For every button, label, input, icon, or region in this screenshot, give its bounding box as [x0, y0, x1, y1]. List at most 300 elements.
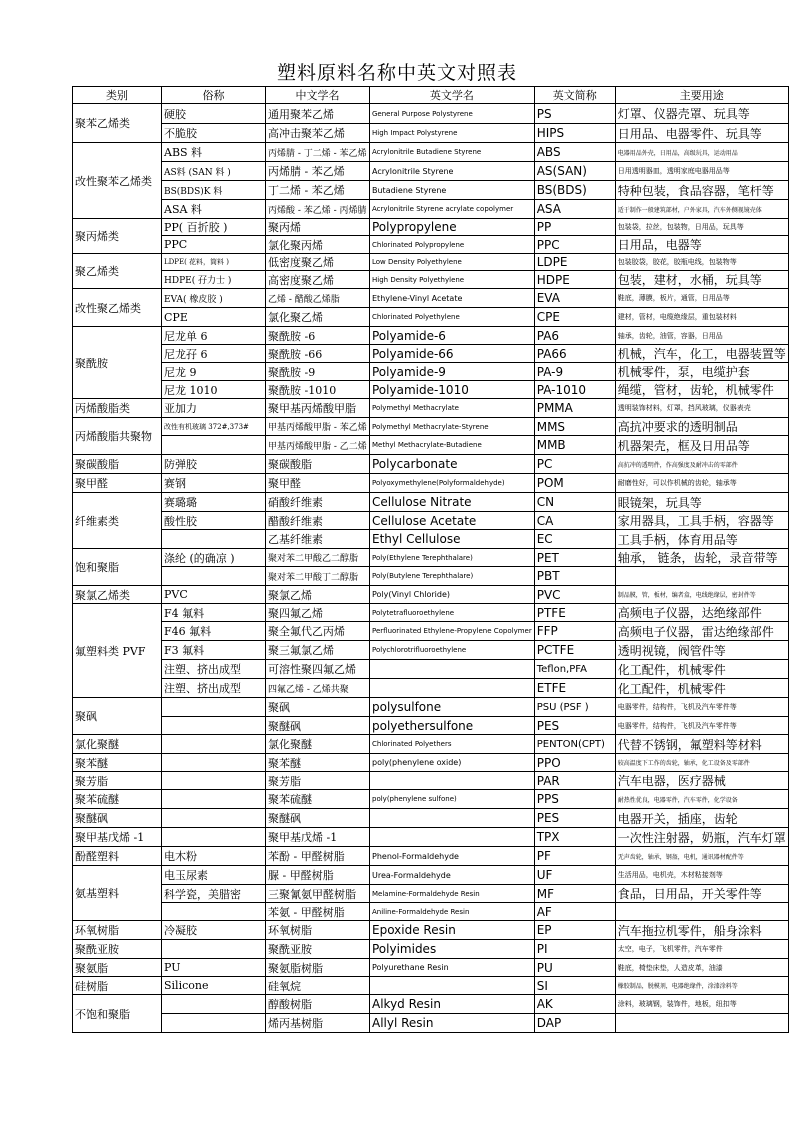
english-name-cell: High Impact Polystyrene [370, 124, 535, 143]
common-name-cell: Silicone [162, 977, 266, 995]
chinese-name-cell: 聚甲基丙烯酸甲脂 [266, 399, 370, 418]
abbr-cell-pes: PES [534, 809, 615, 828]
table-row [73, 754, 789, 772]
abbr-cell-pps: PPS [534, 790, 615, 809]
common-name-cell [162, 940, 266, 959]
english-name-cell: Chlorinated Polyethers [370, 735, 535, 754]
table-row [73, 735, 789, 754]
abbr-cell-hdpe: HDPE [534, 271, 615, 289]
main-use-cell: 化工配件，机械零件 [615, 679, 788, 698]
common-name-cell: 电玉尿素 [162, 866, 266, 885]
english-name-cell: General Purpose Polystyrene [370, 104, 535, 124]
main-use-cell: 轴承，齿轮，油管，容器，日用品 [615, 327, 788, 345]
table-row [73, 903, 789, 921]
common-name-cell: ABS 料 [162, 143, 266, 162]
main-use-cell: 较高温度下工作的齿轮，轴承，化工设备及零部件 [615, 754, 788, 772]
english-name-cell: Epoxide Resin [370, 921, 535, 940]
main-use-cell: 耐磨性好，可以作机械的齿轮，轴承等 [615, 474, 788, 493]
common-name-cell: 赛钢 [162, 474, 266, 493]
common-name-cell [162, 717, 266, 735]
english-name-cell: Poly(Ethylene Terephthalare) [370, 549, 535, 567]
table-row [73, 474, 789, 493]
chinese-name-cell: 烯丙基树脂 [266, 1014, 370, 1033]
abbr-cell-pu: PU [534, 959, 615, 977]
abbr-cell-dap: DAP [534, 1014, 615, 1033]
english-name-cell: poly(phenylene sulfone) [370, 790, 535, 809]
category-cell: 氟塑料类 PVF [73, 604, 162, 698]
chinese-name-cell: 丙烯腈 - 苯乙烯 [266, 162, 370, 181]
main-use-cell: 制品膜，管，板材，编者盒，电线绝缘层，密封件等 [615, 586, 788, 604]
abbr-cell-ec: EC [534, 530, 615, 549]
header-main-use: 主要用途 [615, 87, 788, 104]
main-use-cell: 包装，建材，水桶，玩具等 [615, 271, 788, 289]
category-cell: 丙烯酸脂类 [73, 399, 162, 418]
english-name-cell: Chlorinated Polyethylene [370, 308, 535, 327]
category-cell: 聚醚砜 [73, 809, 162, 828]
common-name-cell [162, 903, 266, 921]
abbr-cell-tpx: TPX [534, 828, 615, 847]
chinese-name-cell: 苯酚 - 甲醛树脂 [266, 847, 370, 866]
table-row [73, 959, 789, 977]
common-name-cell: F3 氟料 [162, 641, 266, 660]
common-name-cell: HDPE( 孖力士 ) [162, 271, 266, 289]
common-name-cell: 尼龙单 6 [162, 327, 266, 345]
common-name-cell [162, 754, 266, 772]
header-abbreviation: 英文简称 [534, 87, 615, 104]
common-name-cell [162, 530, 266, 549]
table-row [73, 921, 789, 940]
abbr-cell-uf: UF [534, 866, 615, 885]
table-row [73, 995, 789, 1014]
main-use-cell: 日用品、电器零件、玩具等 [615, 124, 788, 143]
chinese-name-cell: 乙烯 - 醋酸乙烯脂 [266, 289, 370, 308]
english-name-cell [370, 828, 535, 847]
main-use-cell: 耐热性优良，电器零件，汽车零件，化学设备 [615, 790, 788, 809]
abbr-cell-eva: EVA [534, 289, 615, 308]
main-use-cell: 一次性注射器，奶瓶，汽车灯罩 [615, 828, 788, 847]
main-use-cell: 机器架壳，框及日用品等 [615, 436, 788, 455]
english-name-cell [370, 679, 535, 698]
abbr-cell-mf: MF [534, 885, 615, 903]
common-name-cell: PVC [162, 586, 266, 604]
abbr-cell-pp: PP [534, 219, 615, 236]
main-use-cell: 建材，管材，电缆绝缘层，重包装材料 [615, 308, 788, 327]
category-cell: 丙烯酸脂共聚物 [73, 418, 162, 455]
english-name-cell: Aniline-Formaldehyde Resin [370, 903, 535, 921]
common-name-cell: 硬胶 [162, 104, 266, 124]
main-use-cell: 工具手柄，体育用品等 [615, 530, 788, 549]
english-name-cell: High Density Polyethylene [370, 271, 535, 289]
common-name-cell: PP( 百折胶 ) [162, 219, 266, 236]
main-use-cell: 食品，日用品，开关零件等 [615, 885, 788, 903]
main-use-cell: 轴承， 链条，齿轮，录音带等 [615, 549, 788, 567]
table-row [73, 236, 789, 254]
common-name-cell: 赛璐璐 [162, 493, 266, 512]
chinese-name-cell: 氯化聚醚 [266, 735, 370, 754]
table-row [73, 418, 789, 436]
chinese-name-cell: 高密度聚乙烯 [266, 271, 370, 289]
abbr-cell-ldpe: LDPE [534, 254, 615, 271]
abbr-cell-ak: AK [534, 995, 615, 1014]
abbr-cell-teflon-pfa: Teflon,PFA [534, 660, 615, 679]
abbr-cell-si: SI [534, 977, 615, 995]
chinese-name-cell: 聚芳脂 [266, 772, 370, 790]
english-name-cell: Polymethyl Methacrylate-Styrene [370, 418, 535, 436]
chinese-name-cell: 低密度聚乙烯 [266, 254, 370, 271]
table-row [73, 698, 789, 717]
main-use-cell: 电器零件，结构件，飞机及汽车零件等 [615, 717, 788, 735]
category-cell: 聚乙烯类 [73, 254, 162, 289]
english-name-cell: Polychlorotrifluoroethylene [370, 641, 535, 660]
main-use-cell: 太空，电子，飞机零件，汽车零件 [615, 940, 788, 959]
common-name-cell: 改性有机玻璃 372#,373# [162, 418, 266, 436]
table-row [73, 327, 789, 345]
english-name-cell: Cellulose Acetate [370, 512, 535, 530]
common-name-cell [162, 436, 266, 455]
table-row [73, 399, 789, 418]
abbr-cell-af: AF [534, 903, 615, 921]
plastics-table [72, 86, 789, 1033]
common-name-cell: ASA 料 [162, 200, 266, 219]
category-cell: 酚醛塑料 [73, 847, 162, 866]
page-title: 塑料原料名称中英文对照表 [276, 62, 517, 84]
english-name-cell: poly(phenylene oxide) [370, 754, 535, 772]
abbr-cell-abs: ABS [534, 143, 615, 162]
main-use-cell [615, 903, 788, 921]
chinese-name-cell: 聚苯醚 [266, 754, 370, 772]
table-row [73, 104, 789, 124]
english-name-cell: polyethersulfone [370, 717, 535, 735]
abbr-cell-pa6: PA6 [534, 327, 615, 345]
common-name-cell: BS(BDS)K 料 [162, 181, 266, 200]
english-name-cell: Butadiene Styrene [370, 181, 535, 200]
chinese-name-cell: 聚酰胺 -6 [266, 327, 370, 345]
category-cell: 聚苯硫醚 [73, 790, 162, 809]
english-name-cell: Polytetrafluoroethylene [370, 604, 535, 622]
abbr-cell-cn: CN [534, 493, 615, 512]
main-use-cell: 灯罩、仪器壳罩、玩具等 [615, 104, 788, 124]
common-name-cell [162, 995, 266, 1014]
chinese-name-cell: 脲 - 甲醛树脂 [266, 866, 370, 885]
header-chinese-name: 中文学名 [266, 87, 370, 104]
category-cell: 饱和聚脂 [73, 549, 162, 586]
abbr-cell-pf: PF [534, 847, 615, 866]
common-name-cell: 注塑、挤出成型 [162, 660, 266, 679]
english-name-cell: Polymethyl Methacrylate [370, 399, 535, 418]
english-name-cell: Melamine-Formaldehyde Resin [370, 885, 535, 903]
table-row [73, 308, 789, 327]
table-row [73, 622, 789, 641]
main-use-cell: 日用透明器皿，透明家庭电器用品等 [615, 162, 788, 181]
main-use-cell: 鞋底，薄膜，板片，通管，日用品等 [615, 289, 788, 308]
abbr-cell-ps: PS [534, 104, 615, 124]
english-name-cell: Polyamide-6 [370, 327, 535, 345]
common-name-cell [162, 567, 266, 586]
main-use-cell: 鞋底，椅垫床垫，人造皮革，油漆 [615, 959, 788, 977]
chinese-name-cell: 三聚氰氨甲醛树脂 [266, 885, 370, 903]
table-row [73, 679, 789, 698]
category-cell: 氨基塑料 [73, 866, 162, 921]
table-row [73, 660, 789, 679]
english-name-cell: Acrylonitrile Butadiene Styrene [370, 143, 535, 162]
table-row [73, 530, 789, 549]
table-row [73, 219, 789, 236]
abbr-cell-etfe: ETFE [534, 679, 615, 698]
common-name-cell: 尼龙 1010 [162, 381, 266, 399]
common-name-cell [162, 1014, 266, 1033]
abbr-cell-pa-1010: PA-1010 [534, 381, 615, 399]
table-row [73, 254, 789, 271]
table-row [73, 1014, 789, 1033]
english-name-cell: Methyl Methacrylate-Butadiene [370, 436, 535, 455]
english-name-cell: Ethyl Cellulose [370, 530, 535, 549]
english-name-cell: Polyamide-66 [370, 345, 535, 363]
header-common-name: 俗称 [162, 87, 266, 104]
table-row [73, 493, 789, 512]
main-use-cell: 机械，汽车，化工，电器装置等 [615, 345, 788, 363]
main-use-cell: 化工配件，机械零件 [615, 660, 788, 679]
category-cell: 聚砜 [73, 698, 162, 735]
main-use-cell: 代替不锈钢，氟塑料等材料 [615, 735, 788, 754]
english-name-cell [370, 809, 535, 828]
main-use-cell: 高频电子仪器，达绝缘部件 [615, 604, 788, 622]
chinese-name-cell: 聚酰亚胺 [266, 940, 370, 959]
common-name-cell: 冷凝胶 [162, 921, 266, 940]
chinese-name-cell: 聚氨脂树脂 [266, 959, 370, 977]
english-name-cell: Polyamide-1010 [370, 381, 535, 399]
chinese-name-cell: 氯化聚丙烯 [266, 236, 370, 254]
abbr-cell-pa-9: PA-9 [534, 363, 615, 381]
chinese-name-cell: 聚甲基戊烯 -1 [266, 828, 370, 847]
chinese-name-cell: 聚四氟乙烯 [266, 604, 370, 622]
main-use-cell: 高抗冲的透明件，作高强度及耐冲击的零部件 [615, 455, 788, 474]
chinese-name-cell: 聚全氟代乙丙烯 [266, 622, 370, 641]
main-use-cell: 生活用品，电机壳，木材粘接剂等 [615, 866, 788, 885]
main-use-cell: 眼镜架，玩具等 [615, 493, 788, 512]
common-name-cell [162, 809, 266, 828]
english-name-cell: Polyamide-9 [370, 363, 535, 381]
chinese-name-cell: 环氧树脂 [266, 921, 370, 940]
category-cell: 硅树脂 [73, 977, 162, 995]
abbr-cell-pctfe: PCTFE [534, 641, 615, 660]
english-name-cell: Poly(Vinyl Chloride) [370, 586, 535, 604]
main-use-cell: 高频电子仪器，雷达绝缘部件 [615, 622, 788, 641]
table-row [73, 381, 789, 399]
table-row [73, 866, 789, 885]
table-row [73, 345, 789, 363]
category-cell: 聚氨脂 [73, 959, 162, 977]
main-use-cell: 特种包装，食品容器，笔杆等 [615, 181, 788, 200]
english-name-cell [370, 977, 535, 995]
table-row [73, 363, 789, 381]
english-name-cell: Phenol-Formaldehyde [370, 847, 535, 866]
english-name-cell: Polyurethane Resin [370, 959, 535, 977]
common-name-cell: F4 氟料 [162, 604, 266, 622]
common-name-cell: 涤纶 (的确凉 ) [162, 549, 266, 567]
table-row [73, 181, 789, 200]
table-body [73, 104, 789, 1033]
main-use-cell: 电器用品外壳，日用品，高级玩具，运动用品 [615, 143, 788, 162]
category-cell: 聚丙烯类 [73, 219, 162, 254]
table-row [73, 940, 789, 959]
table-row [73, 549, 789, 567]
chinese-name-cell: 聚氯乙烯 [266, 586, 370, 604]
table-row [73, 604, 789, 622]
table-row [73, 143, 789, 162]
main-use-cell: 电器零件，结构件，飞机及汽车零件等 [615, 698, 788, 717]
english-name-cell: Poly(Butylene Terephthalare) [370, 567, 535, 586]
table-row [73, 828, 789, 847]
abbr-cell-ppc: PPC [534, 236, 615, 254]
english-name-cell: Acrylonitrile Styrene acrylate copolymer [370, 200, 535, 219]
abbr-cell-as-san: AS(SAN) [534, 162, 615, 181]
chinese-name-cell: 甲基丙烯酸甲脂 - 苯乙烯 [266, 418, 370, 436]
common-name-cell: AS料 (SAN 料 ) [162, 162, 266, 181]
abbr-cell-ffp: FFP [534, 622, 615, 641]
chinese-name-cell: 聚酰胺 -66 [266, 345, 370, 363]
chinese-name-cell: 甲基丙烯酸甲脂 - 乙二烯 [266, 436, 370, 455]
main-use-cell: 包装袋，拉丝，包装物，日用品，玩具等 [615, 219, 788, 236]
main-use-cell: 绳缆，管材，齿轮，机械零件 [615, 381, 788, 399]
category-cell: 纤维素类 [73, 493, 162, 549]
abbr-cell-pa66: PA66 [534, 345, 615, 363]
chinese-name-cell: 醇酸树脂 [266, 995, 370, 1014]
abbr-cell-asa: ASA [534, 200, 615, 219]
abbr-cell-pom: POM [534, 474, 615, 493]
main-use-cell: 适于制作一般建筑部材，户外家具，汽车外侧视镜壳体 [615, 200, 788, 219]
chinese-name-cell: 通用聚苯乙烯 [266, 104, 370, 124]
table-row [73, 790, 789, 809]
english-name-cell [370, 660, 535, 679]
common-name-cell: F46 氟料 [162, 622, 266, 641]
common-name-cell: 酸性胶 [162, 512, 266, 530]
common-name-cell [162, 790, 266, 809]
main-use-cell: 透明装饰材料，灯罩，挡风玻璃，仪器表壳 [615, 399, 788, 418]
table-row [73, 455, 789, 474]
chinese-name-cell: 聚甲醛 [266, 474, 370, 493]
table-row [73, 641, 789, 660]
main-use-cell [615, 567, 788, 586]
common-name-cell: 不脆胶 [162, 124, 266, 143]
abbr-cell-bs-bds: BS(BDS) [534, 181, 615, 200]
abbr-cell-cpe: CPE [534, 308, 615, 327]
table-row [73, 977, 789, 995]
english-name-cell: Low Density Polyethylene [370, 254, 535, 271]
category-cell: 改性聚苯乙烯类 [73, 143, 162, 219]
main-use-cell: 机械零件，泵，电缆护套 [615, 363, 788, 381]
common-name-cell: EVA( 橡皮胶 ) [162, 289, 266, 308]
chinese-name-cell: 丙烯酸 - 苯乙烯 - 丙烯腈 [266, 200, 370, 219]
table-row [73, 436, 789, 455]
table-row [73, 717, 789, 735]
common-name-cell: PPC [162, 236, 266, 254]
english-name-cell: Urea-Formaldehyde [370, 866, 535, 885]
table-row [73, 512, 789, 530]
common-name-cell: 亚加力 [162, 399, 266, 418]
english-name-cell: Chlorinated Polypropylene [370, 236, 535, 254]
common-name-cell: 注塑、挤出成型 [162, 679, 266, 698]
chinese-name-cell: 丙烯腈 - 丁二烯 - 苯乙烯 [266, 143, 370, 162]
category-cell: 聚甲基戊烯 -1 [73, 828, 162, 847]
common-name-cell [162, 698, 266, 717]
main-use-cell: 无声齿轮，轴承，钢盔，电机，通讯器材配件等 [615, 847, 788, 866]
english-name-cell: Polyimides [370, 940, 535, 959]
abbr-cell-pes: PES [534, 717, 615, 735]
table-row [73, 289, 789, 308]
chinese-name-cell: 醋酸纤维素 [266, 512, 370, 530]
category-cell: 聚苯乙烯类 [73, 104, 162, 143]
abbr-cell-ptfe: PTFE [534, 604, 615, 622]
table-header-row [73, 87, 789, 104]
english-name-cell: Polypropylene [370, 219, 535, 236]
english-name-cell: polysulfone [370, 698, 535, 717]
main-use-cell: 汽车电器，医疗器械 [615, 772, 788, 790]
common-name-cell: 尼龙孖 6 [162, 345, 266, 363]
english-name-cell: Allyl Resin [370, 1014, 535, 1033]
chinese-name-cell: 高冲击聚苯乙烯 [266, 124, 370, 143]
english-name-cell: Polyoxymethylene(Polyformaldehyde) [370, 474, 535, 493]
english-name-cell: Perfluorinated Ethylene-Propylene Copolymer [370, 622, 535, 641]
english-name-cell: Cellulose Nitrate [370, 493, 535, 512]
common-name-cell: 科学瓷，美腊密 [162, 885, 266, 903]
category-cell: 环氧树脂 [73, 921, 162, 940]
chinese-name-cell: 聚苯硫醚 [266, 790, 370, 809]
category-cell: 聚苯醚 [73, 754, 162, 772]
table-row [73, 772, 789, 790]
table-row [73, 847, 789, 866]
main-use-cell: 电器开关，插座，齿轮 [615, 809, 788, 828]
main-use-cell [615, 1014, 788, 1033]
common-name-cell: 尼龙 9 [162, 363, 266, 381]
chinese-name-cell: 聚醚砜 [266, 809, 370, 828]
common-name-cell: 电木粉 [162, 847, 266, 866]
main-use-cell: 包装胶袋，胶花，胶瓶电线，包装物等 [615, 254, 788, 271]
chinese-name-cell: 聚碳酸脂 [266, 455, 370, 474]
table-row [73, 124, 789, 143]
category-cell: 改性聚乙烯类 [73, 289, 162, 327]
chinese-name-cell: 聚酰胺 -1010 [266, 381, 370, 399]
chinese-name-cell: 聚对苯二甲酸乙二醇脂 [266, 549, 370, 567]
table-row [73, 271, 789, 289]
abbr-cell-penton-cpt: PENTON(CPT) [534, 735, 615, 754]
main-use-cell: 橡胶制品，脱模剂，电器绝缘件，涂漆涂料等 [615, 977, 788, 995]
chinese-name-cell: 乙基纤维素 [266, 530, 370, 549]
table-row [73, 809, 789, 828]
category-cell: 聚芳脂 [73, 772, 162, 790]
common-name-cell: PU [162, 959, 266, 977]
table-row [73, 586, 789, 604]
main-use-cell: 涂料，玻璃钢，装饰件，地板，纽扣等 [615, 995, 788, 1014]
table-row [73, 885, 789, 903]
main-use-cell: 汽车拖拉机零件，船身涂料 [615, 921, 788, 940]
english-name-cell [370, 772, 535, 790]
english-name-cell: Polycarbonate [370, 455, 535, 474]
chinese-name-cell: 氯化聚乙烯 [266, 308, 370, 327]
chinese-name-cell: 聚砜 [266, 698, 370, 717]
header-category: 类别 [73, 87, 162, 104]
abbr-cell-hips: HIPS [534, 124, 615, 143]
common-name-cell: LDPE( 花料，筒料 ) [162, 254, 266, 271]
english-name-cell: Ethylene-Vinyl Acetate [370, 289, 535, 308]
chinese-name-cell: 丁二烯 - 苯乙烯 [266, 181, 370, 200]
abbr-cell-pi: PI [534, 940, 615, 959]
abbr-cell-ep: EP [534, 921, 615, 940]
category-cell: 聚氯乙烯类 [73, 586, 162, 604]
common-name-cell [162, 735, 266, 754]
table-row [73, 162, 789, 181]
common-name-cell: CPE [162, 308, 266, 327]
chinese-name-cell: 硝酸纤维素 [266, 493, 370, 512]
